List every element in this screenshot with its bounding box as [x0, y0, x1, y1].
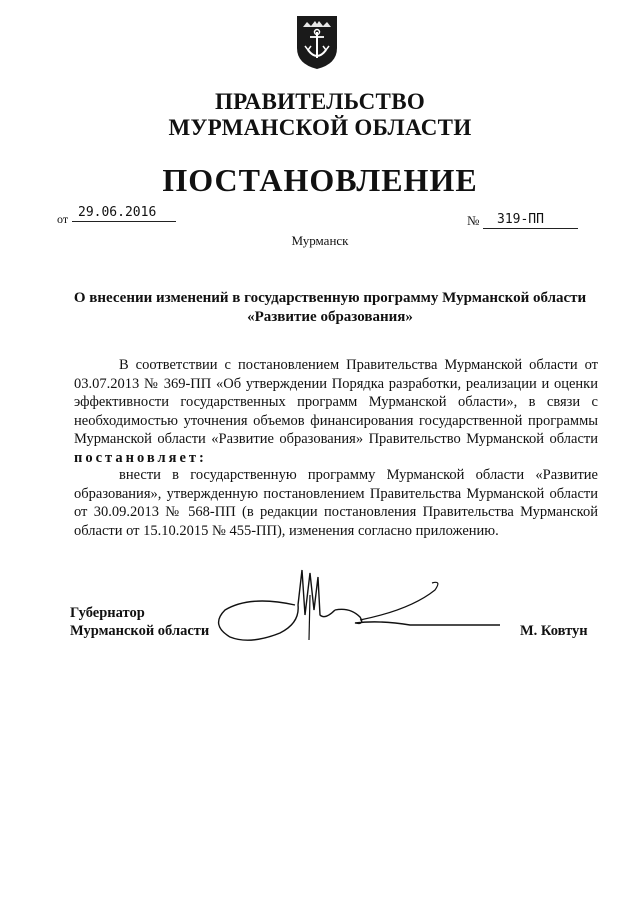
number-prefix: №: [467, 213, 480, 228]
preamble-text: В соответствии с постановлением Правительства Мурманской области от 03.07.2013 № 369-ПП «Об утверждении Порядка разработки, реализации и оценки эффективности государственных программ Мурманской области», в связи с необходимостью уточнения объемов финансирования государственной программы Мурманской области «Развитие образования» Правительство Мурманской области: [74, 357, 598, 447]
signatory-name: М. Ковтун: [520, 623, 588, 639]
document-subject: [60, 289, 600, 327]
handwritten-signature: [210, 565, 520, 655]
document-date: 29.06.2016: [72, 205, 176, 222]
government-title-line1: ПРАВИТЕЛЬСТВО: [214, 89, 426, 114]
murmansk-coat-of-arms-icon: [295, 14, 339, 70]
document-type-title: ПОСТАНОВЛЕНИЕ: [162, 162, 478, 198]
government-title-line2: МУРМАНСКОЙ ОБЛАСТИ: [168, 115, 472, 140]
document-number: 319-ПП: [483, 212, 578, 229]
position-line1: Губернатор: [70, 605, 145, 621]
subject-line2: «Развитие образования»: [247, 309, 413, 325]
city-name: Мурманск: [291, 233, 349, 248]
paragraph-resolution: внести в государственную программу Мурманской области «Развитие образования», утвержденную постановлением Правительства Мурманской области от 30.09.2013 № 568-ПП (в редакции постановления Правительства Мурманской области от 15.10.2015 № 455-ПП), изменения согласно приложению.: [74, 467, 598, 539]
signatory-position: [70, 604, 209, 640]
decree-word: постановляет:: [74, 449, 207, 466]
position-line2: Мурманской области: [70, 623, 210, 639]
date-prefix: от: [57, 212, 69, 226]
paragraph-preamble: [74, 356, 598, 467]
subject-line1: О внесении изменений в государственную программу Мурманской области: [73, 290, 587, 306]
